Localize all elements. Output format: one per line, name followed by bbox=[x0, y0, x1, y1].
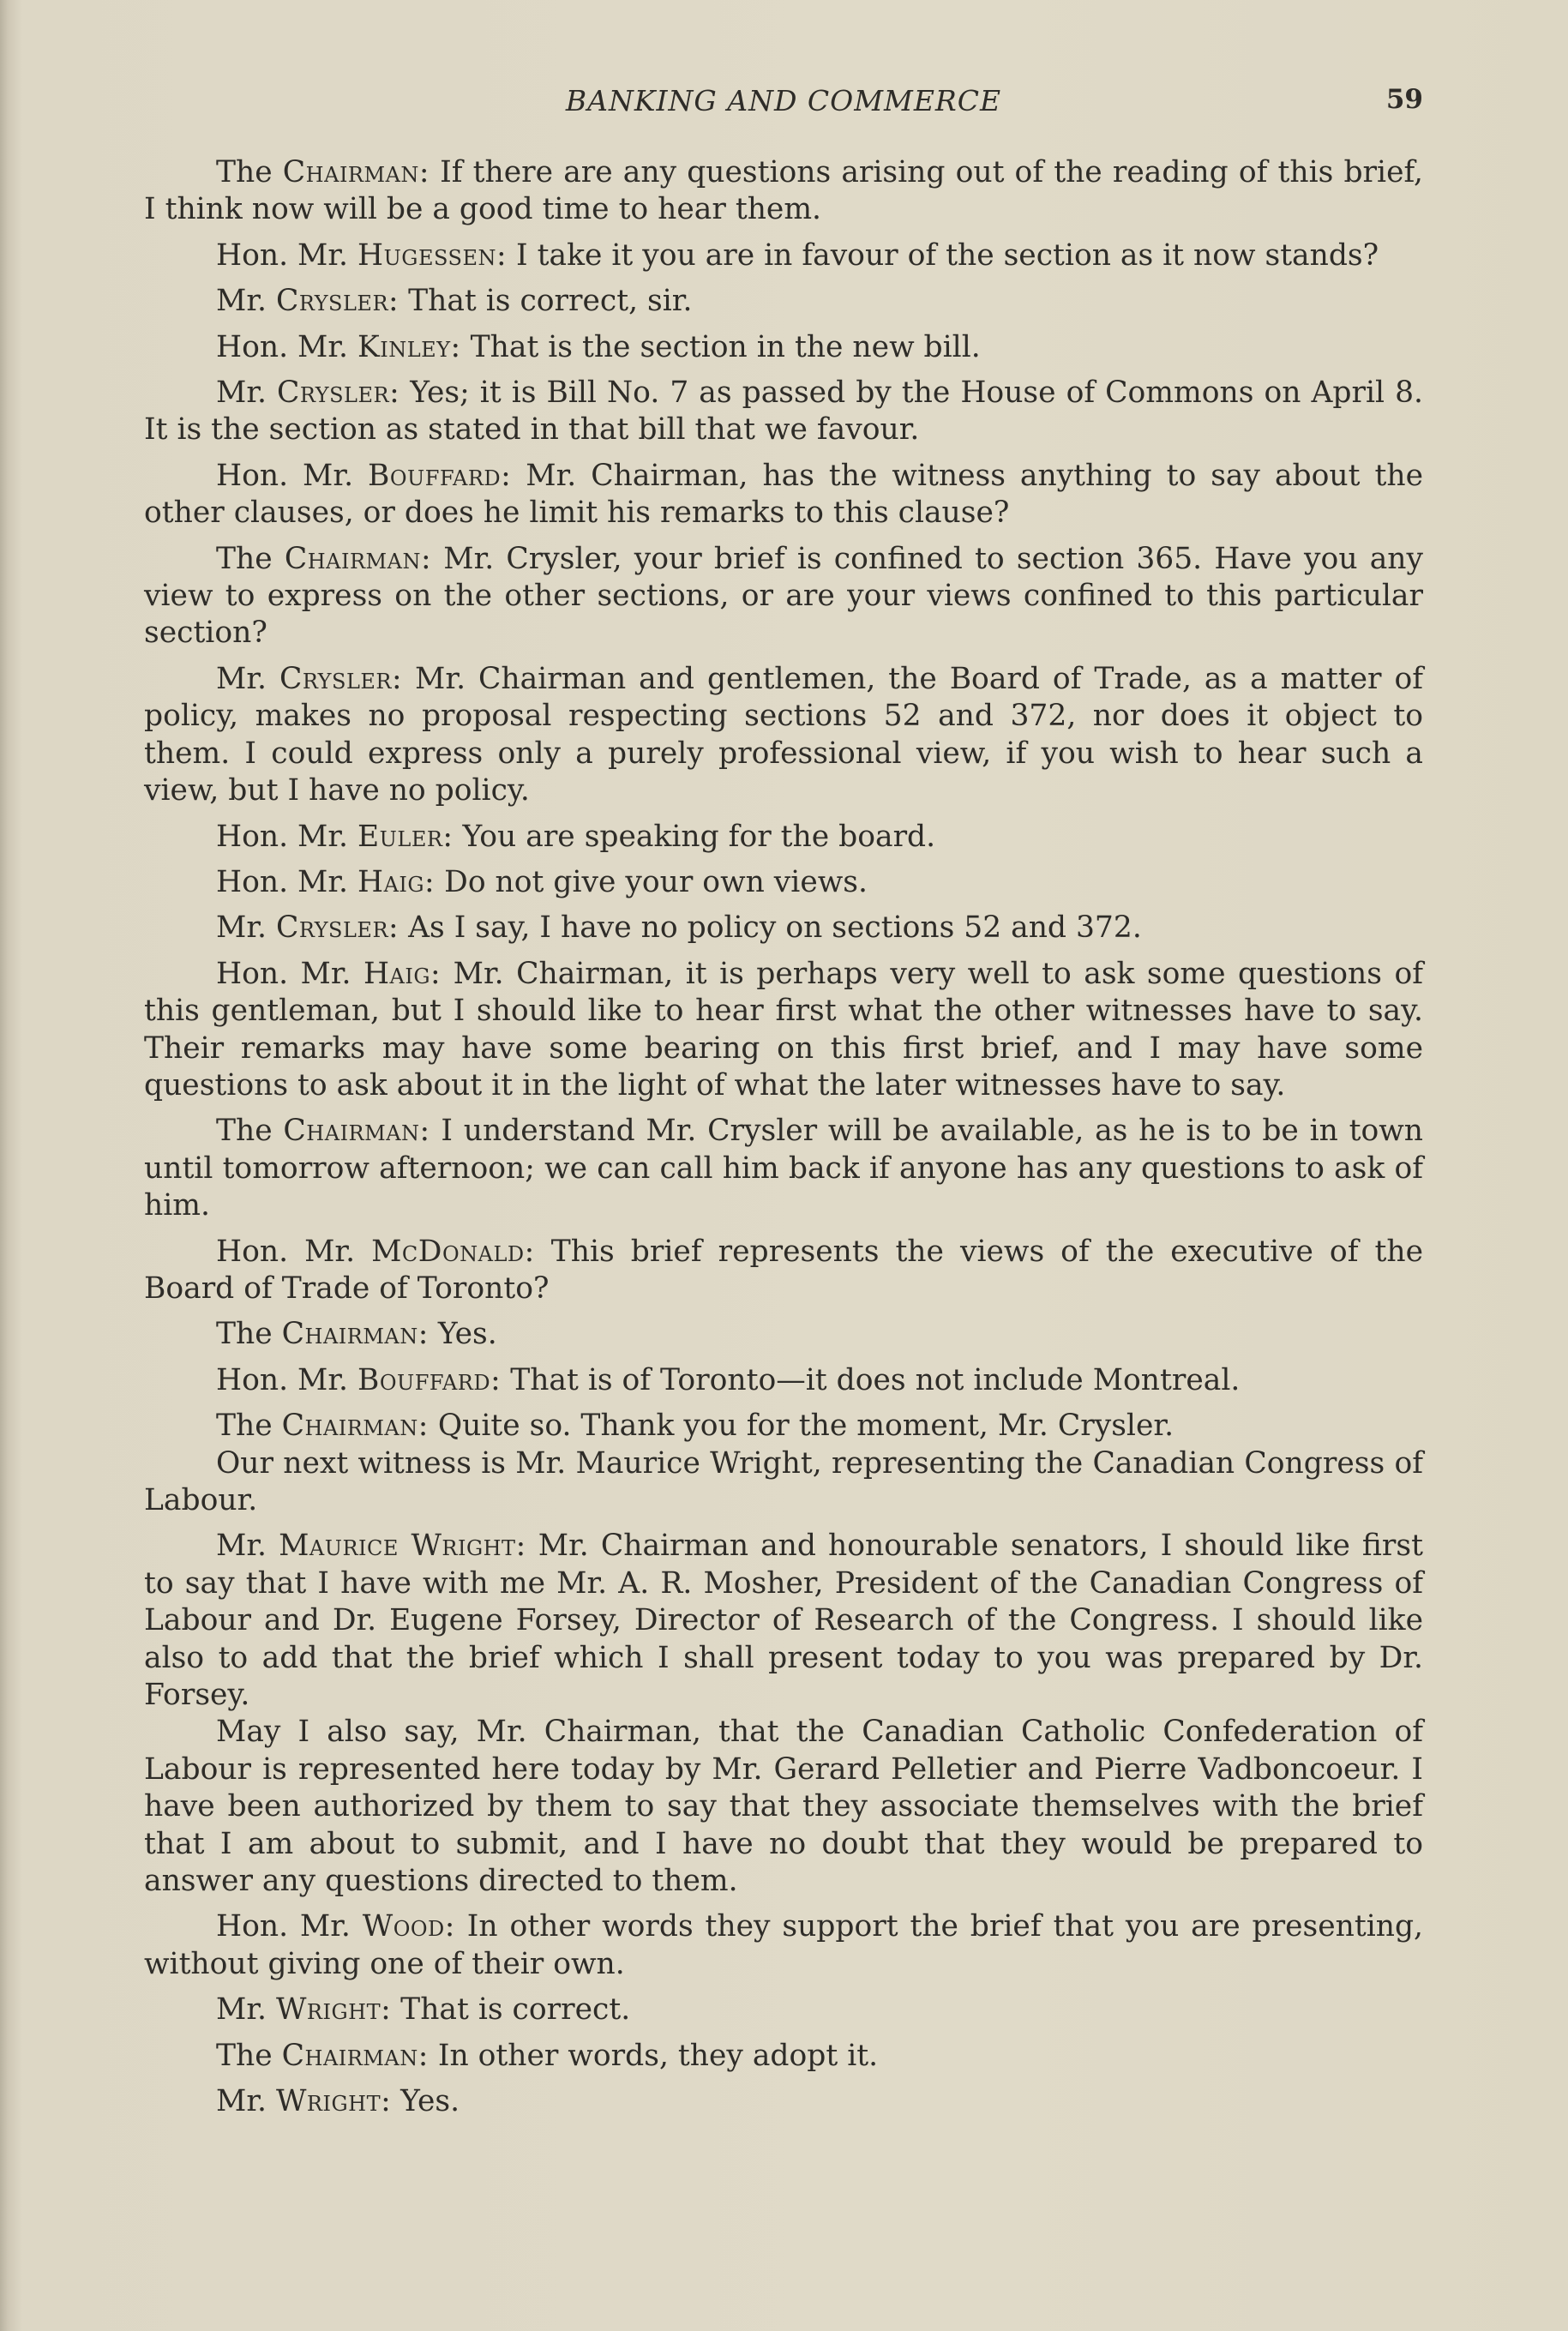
speaker-name: Maurice Wright: bbox=[279, 1529, 526, 1564]
speaker-name: Crysler: bbox=[279, 661, 403, 696]
speech-text: Mr. Chairman, has the witness anything to say about the other clauses, or does he limit his remarks to this clause? bbox=[144, 458, 1423, 531]
speaker-name: Euler: bbox=[357, 819, 454, 854]
speaker-name: Chairman: bbox=[281, 1317, 429, 1352]
speaker-name: Chairman: bbox=[283, 1114, 430, 1149]
speaker-title: Hon. Mr. bbox=[216, 819, 357, 854]
speaker-title: Hon. Mr. bbox=[216, 956, 363, 991]
speaker-title: The bbox=[216, 1409, 282, 1444]
speech-text: Quite so. Thank you for the moment, Mr. Crysler. bbox=[428, 1409, 1174, 1444]
speaker-paragraph bbox=[144, 1908, 1423, 1983]
speaker-name: Haig: bbox=[357, 864, 436, 899]
speaker-paragraph bbox=[144, 1408, 1423, 1445]
continuation-paragraph bbox=[144, 1714, 1423, 1900]
speech-text: Yes; it is Bill No. 7 as passed by the House of Commons on April 8. It is the section as stated in that bill that we favour. bbox=[144, 375, 1423, 448]
speech-text: That is of Toronto—it does not include Montreal. bbox=[501, 1362, 1241, 1397]
speaker-title: Mr. bbox=[216, 2084, 276, 2119]
speaker-name: Wood: bbox=[362, 1909, 455, 1944]
speaker-paragraph bbox=[144, 458, 1423, 532]
speaker-name: Bouffard: bbox=[368, 458, 512, 493]
speaker-paragraph bbox=[144, 541, 1423, 652]
speech-text: This brief represents the views of the executive of the Board of Trade of Toronto? bbox=[144, 1234, 1423, 1306]
speaker-paragraph bbox=[144, 1992, 1423, 2028]
speaker-name: Crysler: bbox=[277, 375, 400, 411]
speaker-title: Mr. bbox=[216, 661, 279, 696]
speaker-paragraph bbox=[144, 283, 1423, 320]
speaker-paragraph bbox=[144, 329, 1423, 366]
speaker-title: Hon. Mr. bbox=[216, 237, 357, 273]
speaker-paragraph bbox=[144, 956, 1423, 1105]
running-title: BANKING AND COMMERCE bbox=[565, 84, 1002, 117]
speech-text: That is correct, sir. bbox=[399, 284, 693, 319]
speaker-name: Wright: bbox=[275, 1992, 392, 2028]
speaker-paragraph bbox=[144, 237, 1423, 274]
speaker-paragraph bbox=[144, 1362, 1423, 1399]
speaker-title: Mr. bbox=[216, 1992, 276, 2028]
speech-text: As I say, I have no policy on sections 52 and 372. bbox=[399, 910, 1142, 946]
speaker-title: Hon. Mr. bbox=[216, 1909, 363, 1944]
speaker-name: Crysler: bbox=[275, 284, 400, 319]
speaker-title: Mr. bbox=[216, 910, 276, 946]
speaker-name: Chairman: bbox=[281, 2038, 429, 2073]
speech-text: Mr. Chairman, it is perhaps very well to ask some questions of this gentleman, but I should like to hear first what the other witnesses have to say. Their remarks may have some bearing on this first brief, and I may have some questions to ask about it in the light of what the later witnesses have to say. bbox=[144, 956, 1423, 1102]
speaker-title: The bbox=[216, 541, 285, 576]
running-head bbox=[144, 84, 1423, 127]
speaker-title: Mr. bbox=[216, 375, 278, 411]
speaker-paragraph bbox=[144, 910, 1423, 946]
speaker-title: Mr. bbox=[216, 284, 276, 319]
speaker-name: Haig: bbox=[363, 956, 442, 991]
continuation-paragraph bbox=[144, 1445, 1423, 1520]
speaker-name: Chairman: bbox=[282, 155, 430, 189]
speaker-title: Hon. Mr. bbox=[216, 1362, 357, 1397]
speaker-title: Hon. Mr. bbox=[216, 458, 369, 493]
speech-text: Yes. bbox=[391, 2084, 460, 2119]
speech-text: May I also say, Mr. Chairman, that the Canadian Catholic Confederation of Labour is represented here today by Mr. Gerard Pelletier and Pierre Vadboncoeur. I have been authorized by them to say that they associate themselves with the brief that I am about to submit, and I have no doubt that they would be prepared to answer any questions directed to them. bbox=[144, 1715, 1423, 1899]
speaker-name: Crysler: bbox=[275, 910, 400, 946]
speaker-paragraph bbox=[144, 661, 1423, 810]
speech-text: I understand Mr. Crysler will be available, as he is to be in town until tomorrow afternoon; we can call him back if anyone has any questions to ask of him. bbox=[144, 1114, 1423, 1223]
speech-text: If there are any questions arising out of the reading of this brief, I think now will be a good time to hear them. bbox=[144, 155, 1423, 227]
speaker-paragraph bbox=[144, 819, 1423, 856]
speaker-title: The bbox=[216, 2038, 282, 2073]
speaker-paragraph bbox=[144, 864, 1423, 901]
speaker-paragraph bbox=[144, 1316, 1423, 1353]
speech-text: In other words they support the brief that you are presenting, without giving one of their own. bbox=[144, 1909, 1423, 1981]
speech-text: Mr. Chairman and honourable senators, I should like first to say that I have with me Mr. A. R. Mosher, President of the Canadian Congress of Labour and Dr. Eugene Forsey, Director of Research of the Congress. I should like also to add that the brief which I shall present today to you was prepared by Dr. Forsey. bbox=[144, 1529, 1423, 1713]
speaker-paragraph bbox=[144, 2038, 1423, 2075]
speech-text: That is the section in the new bill. bbox=[460, 329, 981, 364]
speech-text: Mr. Chairman and gentlemen, the Board of Trade, as a matter of policy, makes no proposal respecting sections 52 and 372, nor does it object to them. I could express only a purely professional view, if you wish to hear such a view, but I have no policy. bbox=[144, 661, 1423, 808]
speaker-name: Hugessen: bbox=[357, 237, 508, 273]
speaker-paragraph bbox=[144, 375, 1423, 449]
speaker-title: The bbox=[216, 1114, 284, 1149]
speaker-title: Hon. Mr. bbox=[216, 1234, 372, 1269]
speaker-paragraph bbox=[144, 1528, 1423, 1714]
page-number: 59 bbox=[1385, 84, 1423, 115]
speaker-name: Bouffard: bbox=[357, 1362, 502, 1397]
speech-text: In other words, they adopt it. bbox=[428, 2038, 879, 2073]
speech-text: Our next witness is Mr. Maurice Wright, representing the Canadian Congress of Labour. bbox=[144, 1445, 1423, 1517]
speech-text: That is correct. bbox=[391, 1992, 631, 2028]
speech-text: I take it you are in favour of the section as it now stands? bbox=[507, 237, 1379, 273]
speaker-title: Hon. Mr. bbox=[216, 329, 357, 364]
speech-text: You are speaking for the board. bbox=[453, 819, 936, 854]
speaker-name: Wright: bbox=[275, 2084, 392, 2119]
speaker-name: Chairman: bbox=[284, 541, 432, 576]
speech-text: Do not give your own views. bbox=[435, 864, 868, 899]
speaker-title: Hon. Mr. bbox=[216, 864, 357, 899]
speaker-title: The bbox=[216, 1317, 282, 1352]
speaker-title: The bbox=[216, 155, 283, 189]
speaker-name: Kinley: bbox=[357, 329, 461, 364]
speaker-paragraph bbox=[144, 2083, 1423, 2120]
speaker-name: McDonald: bbox=[371, 1234, 535, 1269]
speaker-paragraph bbox=[144, 1113, 1423, 1224]
speaker-paragraph bbox=[144, 154, 1423, 229]
speaker-paragraph bbox=[144, 1234, 1423, 1308]
transcript-body bbox=[144, 154, 1423, 2130]
speaker-title: Mr. bbox=[216, 1529, 279, 1564]
speech-text: Mr. Crysler, your brief is confined to section 365. Have you any view to express on the other sections, or are your views confined to this particular section? bbox=[144, 541, 1423, 651]
speech-text: Yes. bbox=[428, 1317, 497, 1352]
speaker-name: Chairman: bbox=[281, 1409, 429, 1444]
